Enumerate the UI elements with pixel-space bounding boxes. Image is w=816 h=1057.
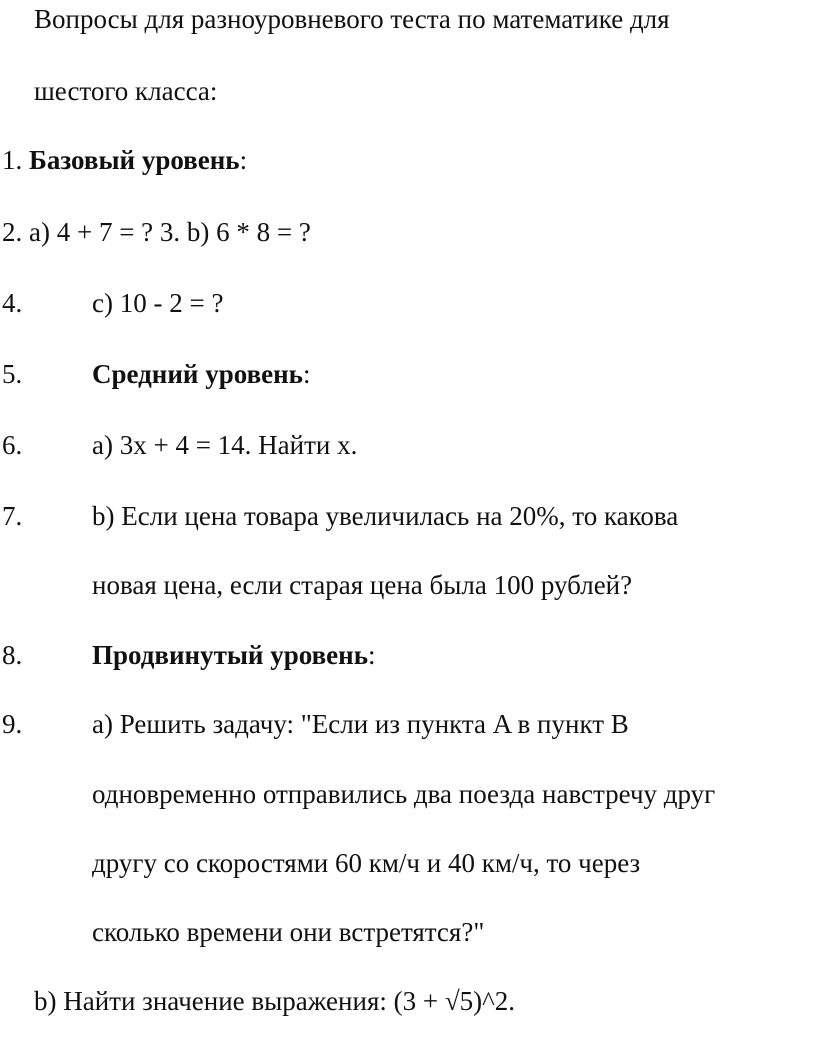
heading-label: Продвинутый уровень — [92, 640, 368, 670]
item-text-line-3: другу со скоростями 60 км/ч и 40 км/ч, то через — [92, 848, 641, 878]
list-item-2 — [2, 215, 311, 249]
heading-label: Средний уровень — [92, 359, 303, 389]
item-number: 2. — [2, 217, 23, 247]
item-text-line-1: b) Если цена товара увеличилась на 20%, то какова — [92, 501, 679, 531]
item-number: 8. — [2, 640, 23, 670]
item-number: 6. — [2, 430, 23, 460]
item-number: 9. — [2, 709, 23, 739]
item-number: 5. — [2, 359, 23, 389]
heading-colon: : — [239, 145, 248, 175]
item-text-line-2: одновременно отправились два поезда навстречу друг — [92, 779, 716, 809]
item-text-line-1: a) Решить задачу: "Если из пункта A в пункт B — [92, 709, 629, 739]
last-question-line: b) Найти значение выражения: (3 + √5)^2. — [34, 986, 516, 1016]
item-number: 4. — [2, 288, 23, 318]
document-title-line-2: шестого класса: — [34, 76, 218, 106]
item-text-line-4: сколько времени они встретятся?" — [92, 917, 485, 947]
section-heading-medium — [92, 357, 310, 391]
item-text: a) 4 + 7 = ? 3. b) 6 * 8 = ? — [29, 217, 311, 247]
heading-colon: : — [302, 359, 311, 389]
document-title-line-1: Вопросы для разноуровневого теста по математике для — [34, 4, 670, 34]
heading-colon: : — [368, 640, 376, 670]
item-number: 7. — [2, 501, 23, 531]
item-text: c) 10 - 2 = ? — [92, 288, 224, 318]
item-number: 1. — [2, 145, 23, 175]
item-text: a) 3x + 4 = 14. Найти x. — [92, 430, 358, 460]
item-text-line-2: новая цена, если старая цена была 100 рублей? — [92, 570, 633, 600]
section-heading-advanced — [92, 638, 376, 672]
list-item-1 — [2, 143, 247, 177]
section-heading-basic: Базовый уровень — [29, 145, 240, 175]
